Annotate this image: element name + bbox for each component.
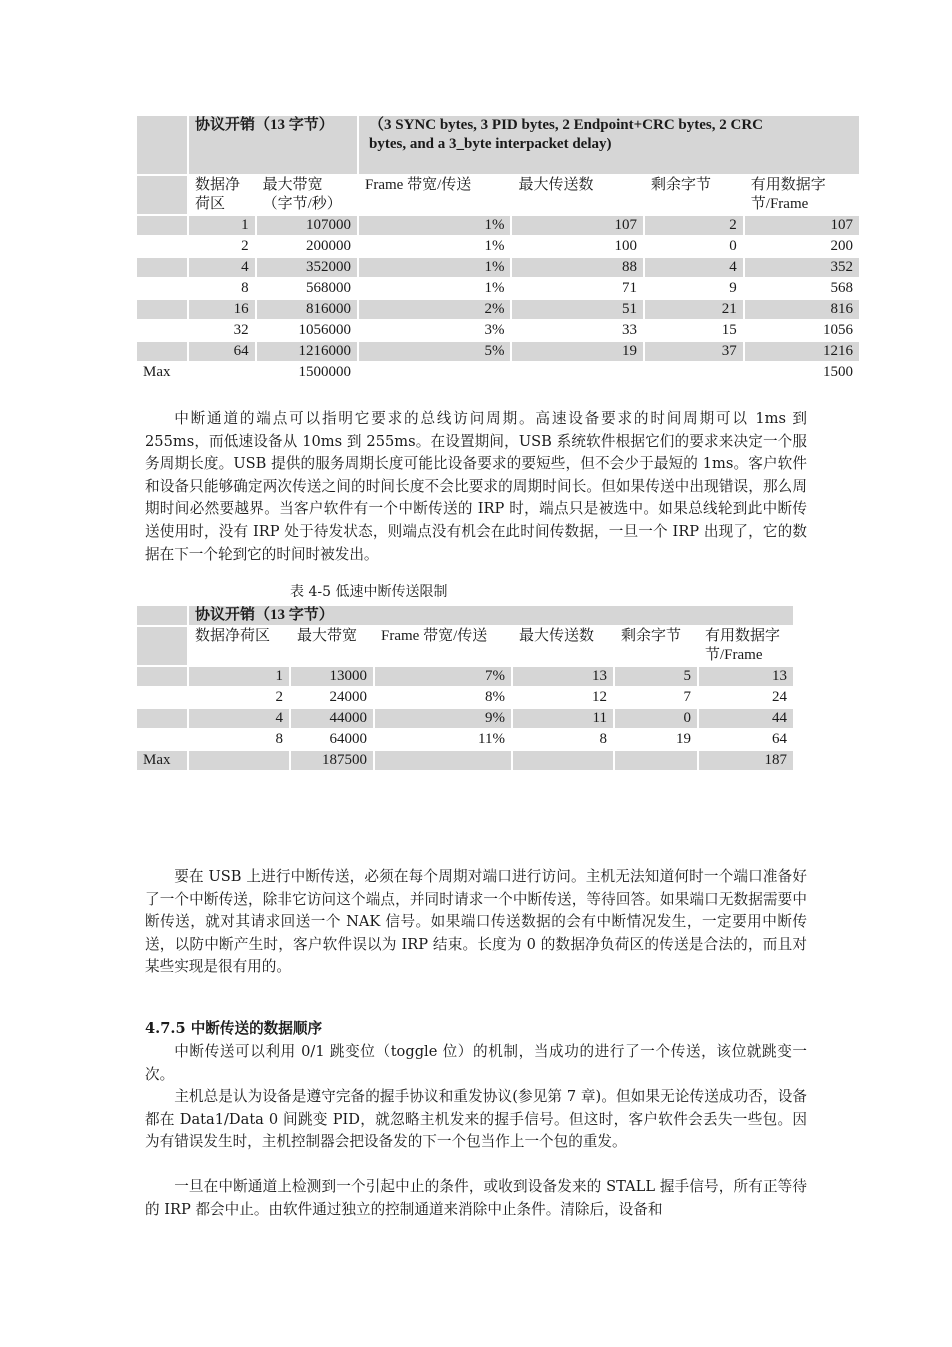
table-cell: 1% [359,237,510,256]
table-cell: 8 [189,279,255,298]
table-cell [189,363,255,382]
table-caption: 表 4-5 低速中断传送限制 [290,584,448,600]
header-payload: 数据净荷区 [189,176,255,214]
table-cell: 3% [359,321,510,340]
table-cell: 187 [699,751,793,770]
section-heading: 4.7.5 中断传送的数据顺序 [145,1020,323,1037]
table-cell: 9 [645,279,743,298]
table-cell: Max [137,363,187,382]
table-cell: 2 [189,237,255,256]
table-cell: 8 [513,730,613,749]
table-cell: 1216 [745,342,859,361]
table-row [137,258,859,277]
table-cell [137,300,187,319]
table-cell: 33 [512,321,642,340]
table-cell: 21 [645,300,743,319]
table-cell: 1% [359,279,510,298]
table-cell: 352 [745,258,859,277]
table-cell: 13000 [291,667,373,686]
table-cell [137,709,187,728]
table-cell: 12 [513,688,613,707]
table-cell: 0 [645,237,743,256]
table-row [137,363,859,382]
table-cell: 568 [745,279,859,298]
table-cell: 107000 [257,216,357,235]
table-cell: 16 [189,300,255,319]
table-cell: 24000 [291,688,373,707]
header-max-transfers: 最大传送数 [513,627,613,665]
table-cell [615,751,697,770]
header-useful-bytes: 有用数据字节/Frame [745,176,859,214]
paragraph-toggle: 中断传送可以利用 0/1 跳变位（toggle 位）的机制，当成功的进行了一个传送，该位就跳变一次。 [145,1043,807,1083]
table-cell: 19 [512,342,642,361]
table-cell: 5 [615,667,697,686]
corner-cell [137,176,187,214]
table-cell: 11 [513,709,613,728]
table-cell: 187500 [291,751,373,770]
header-max-transfers: 最大传送数 [512,176,642,214]
table-cell: 4 [189,709,289,728]
overhead-label: 协议开销（13 字节） [189,116,357,174]
table-cell: 1% [359,216,510,235]
table-cell: 13 [513,667,613,686]
table-row [137,751,793,770]
table-cell: 64000 [291,730,373,749]
table-cell: 200000 [257,237,357,256]
full-speed-interrupt-table [135,114,861,384]
table-cell: 2 [189,688,289,707]
paragraph-stall: 一旦在中断通道上检测到一个引起中止的条件，或收到设备发来的 STALL 握手信号，所有正等待的 IRP 都会中止。由软件通过独立的控制通道来消除中止条件。清除后，设备和 [145,1178,807,1218]
corner-cell [137,116,187,174]
table-cell [137,321,187,340]
table-row [137,709,793,728]
header-useful-bytes: 有用数据字节/Frame [699,627,793,665]
table-cell: 107 [745,216,859,235]
paragraph-handshake: 主机总是认为设备是遵守完备的握手协议和重发协议(参见第 7 章)。但如果无论传送成功否，设备都在 Data1/Data 0 间跳变 PID，就忽略主机发来的握手信号。但这时，客户软件会丢失一些包。因为有错误发生时，主机控制器会把设备发的下一个包当作上一个包的重发。 [145,1088,807,1151]
header-max-bandwidth: 最大带宽 [291,627,373,665]
table-cell: 816 [745,300,859,319]
table-cell: 1056 [745,321,859,340]
table-cell: 5% [359,342,510,361]
table-cell: 1 [189,216,255,235]
table-cell: 88 [512,258,642,277]
table-row [137,667,793,686]
paragraph-interrupt-polling: 要在 USB 上进行中断传送，必须在每个周期对端口进行访问。主机无法知道何时一个端口准备好了一个中断传送，除非它访问这个端点，并同时请求一个中断传送，等待回答。如果端口无数据需要中断传送，就对其请求回送一个 NAK 信号。如果端口传送数据的会有中断情况发生，一定要用中断传送，以防中断产生时，客户软件误以为 IRP 结束。长度为 0 的数据净负荷区的传送是合法的，而且对某些实现是很有用的。 [145,868,807,976]
paragraph-interrupt-period: 中断通道的端点可以指明它要求的总线访问周期。高速设备要求的时间周期可以 1ms 到 255ms，而低速设备从 10ms 到 255ms。在设置期间，USB 系统软件根据它们的要求来决定一个服务周期长度。USB 提供的服务周期长度可能比设备要求的要短些，但不会少于最短的 1ms。客户软件和设备只能够确定两次传送之间的时间长度不会比要求的周期时间长。但如果传送中出现错误，那么周期时间必然要越界。当客户软件有一个中断传送的 IRP 时，端点只是被选中。如果总线轮到此中断传送使用时，没有 IRP 处于待发状态，则端点没有机会在此时间传数据，一旦一个 IRP 出现了，它的数据在下一个轮到它的时间时被发出。 [145,410,807,563]
table-row [137,688,793,707]
table-row [137,237,859,256]
table-cell: 24 [699,688,793,707]
table-cell: 44 [699,709,793,728]
table-cell: 15 [645,321,743,340]
table-cell: 9% [375,709,511,728]
header-frame-bandwidth: Frame 带宽/传送 [375,627,511,665]
table-cell: 1216000 [257,342,357,361]
table-cell: 200 [745,237,859,256]
table-cell: 1500000 [257,363,357,382]
table-cell: 8% [375,688,511,707]
table-row [137,216,859,235]
table-cell: 37 [645,342,743,361]
low-speed-interrupt-table [135,604,795,772]
overhead-description: （3 SYNC bytes, 3 PID bytes, 2 Endpoint+CRC bytes, 2 CRC bytes, and a 3_byte interpacket delay) [359,116,859,174]
table-row [137,321,859,340]
header-max-bandwidth: 最大带宽（字节/秒） [257,176,357,214]
table-cell [137,730,187,749]
table-cell: 32 [189,321,255,340]
table-cell: 71 [512,279,642,298]
table-cell: 352000 [257,258,357,277]
table-row [137,279,859,298]
table-cell [375,751,511,770]
table-cell: 1056000 [257,321,357,340]
table-cell: 1% [359,258,510,277]
table-cell: 2% [359,300,510,319]
table-cell: 1500 [745,363,859,382]
corner-cell [137,606,187,625]
table-cell: 19 [615,730,697,749]
table-cell [512,363,642,382]
header-remaining-bytes: 剩余字节 [645,176,743,214]
table-cell [137,279,187,298]
table-cell: Max [137,751,187,770]
table-cell: 51 [512,300,642,319]
table-cell: 0 [615,709,697,728]
table-row [137,300,859,319]
overhead-label: 协议开销（13 字节） [189,606,793,625]
table-cell [137,667,187,686]
table-cell: 816000 [257,300,357,319]
header-remaining-bytes: 剩余字节 [615,627,697,665]
table-cell [359,363,510,382]
table-cell: 2 [645,216,743,235]
table-cell: 4 [189,258,255,277]
table-cell [645,363,743,382]
table-cell [513,751,613,770]
table-cell: 100 [512,237,642,256]
table-cell: 64 [699,730,793,749]
table-cell [137,258,187,277]
table-cell: 568000 [257,279,357,298]
table-cell: 7 [615,688,697,707]
table-cell: 1 [189,667,289,686]
header-payload: 数据净荷区 [189,627,289,665]
table-cell [137,688,187,707]
table-cell: 64 [189,342,255,361]
table-cell: 7% [375,667,511,686]
table-cell [189,751,289,770]
table-cell: 13 [699,667,793,686]
table-cell [137,216,187,235]
table-cell: 11% [375,730,511,749]
table-cell: 8 [189,730,289,749]
table-cell: 4 [645,258,743,277]
table-row [137,342,859,361]
table-row [137,730,793,749]
table-cell: 44000 [291,709,373,728]
table-cell [137,237,187,256]
corner-cell [137,627,187,665]
header-frame-bandwidth: Frame 带宽/传送 [359,176,510,214]
table-cell [137,342,187,361]
table-cell: 107 [512,216,642,235]
